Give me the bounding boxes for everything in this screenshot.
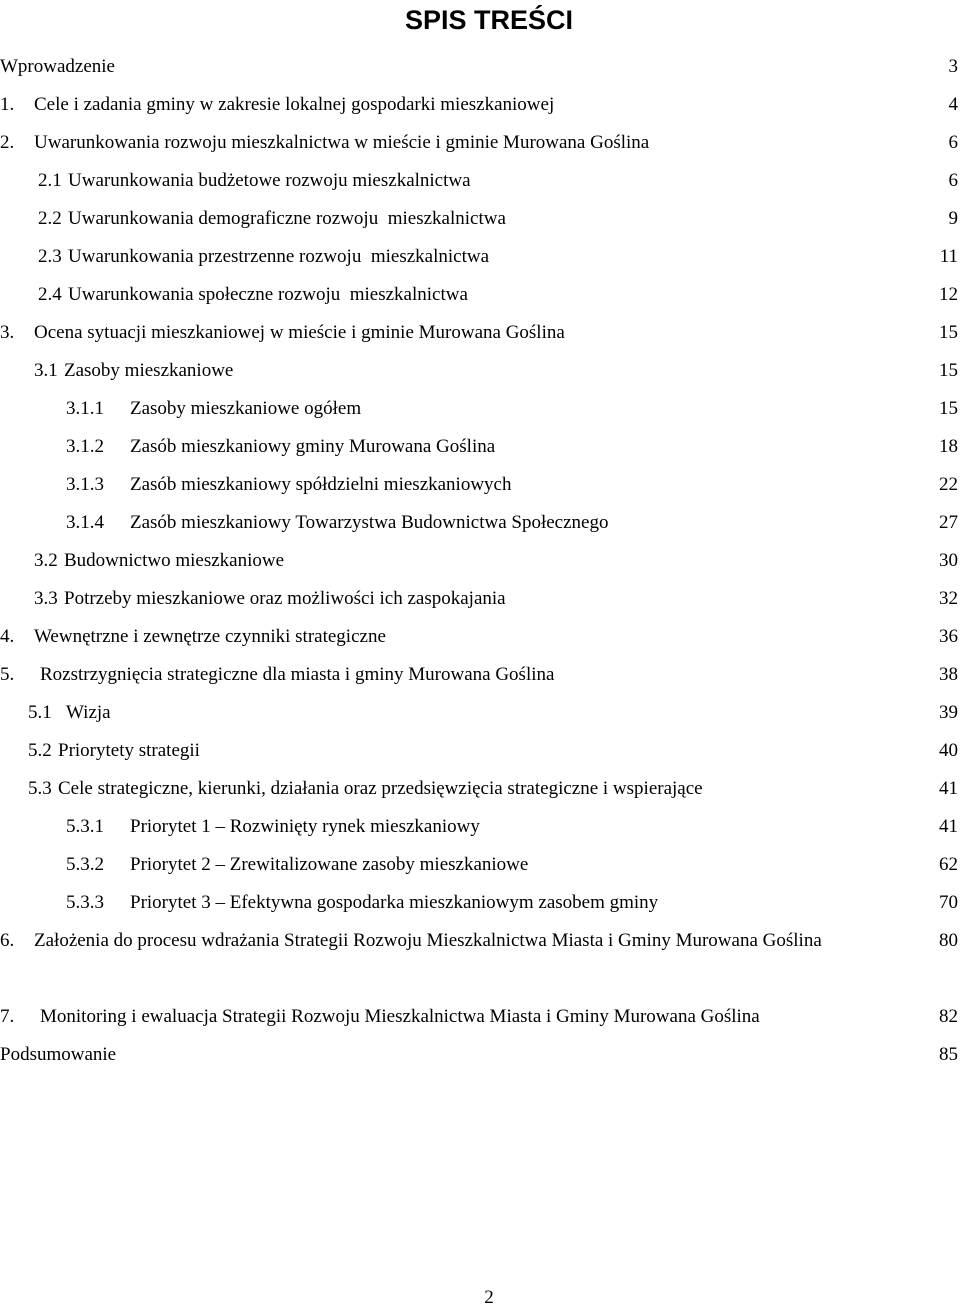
toc-entry[interactable] (0, 846, 960, 884)
toc-entry-number: 5.2 (28, 740, 52, 761)
toc-entry[interactable] (0, 884, 960, 922)
toc-entry[interactable] (0, 48, 960, 86)
toc-entry-title: Rozstrzygnięcia strategiczne dla miasta i gminy Murowana Goślina (40, 664, 555, 685)
toc-entry-page: 15 (939, 360, 958, 381)
toc-entry[interactable] (0, 314, 960, 352)
toc-entry-number: 3.2 (34, 550, 58, 571)
toc-entry-title: Ocena sytuacji mieszkaniowej w mieście i gminie Murowana Goślina (34, 322, 565, 343)
toc-entry-title: Zasoby mieszkaniowe (64, 360, 234, 381)
toc-entry-page: 12 (939, 284, 958, 305)
toc-entry-title: Potrzeby mieszkaniowe oraz możliwości ich zaspokajania (64, 588, 506, 609)
toc-entry-number: 3.1.1 (66, 398, 104, 419)
table-of-contents (0, 48, 960, 1074)
toc-entry-title: Priorytet 3 – Efektywna gospodarka mieszkaniowym zasobem gminy (130, 892, 659, 913)
toc-entry-title: Wizja (66, 702, 111, 723)
toc-entry-title: Priorytet 2 – Zrewitalizowane zasoby mieszkaniowe (130, 854, 529, 875)
toc-entry[interactable] (0, 618, 960, 656)
toc-entry-title: Podsumowanie (0, 1044, 117, 1065)
toc-entry-title: Budownictwo mieszkaniowe (64, 550, 285, 571)
toc-entry-page: 15 (939, 398, 958, 419)
toc-entry-page: 39 (939, 702, 958, 723)
toc-entry-number: 1. (0, 94, 15, 115)
toc-entry-page: 27 (939, 512, 958, 533)
toc-entry-page: 82 (939, 1006, 958, 1027)
toc-entry-title: Uwarunkowania rozwoju mieszkalnictwa w mieście i gminie Murowana Goślina (34, 132, 650, 153)
toc-entry-number: 2.2 (38, 208, 62, 229)
toc-entry-number: 2.3 (38, 246, 62, 267)
toc-entry-number: 4. (0, 626, 15, 647)
toc-entry-page: 36 (939, 626, 958, 647)
toc-entry-page: 6 (948, 132, 958, 153)
toc-entry-title: Priorytet 1 – Rozwinięty rynek mieszkaniowy (130, 816, 480, 837)
toc-entry-title: Zasób mieszkaniowy Towarzystwa Budownictwa Społecznego (130, 512, 609, 533)
toc-entry-title: Zasób mieszkaniowy spółdzielni mieszkaniowych (130, 474, 512, 495)
toc-entry[interactable] (0, 200, 960, 238)
toc-entry-number: 2.1 (38, 170, 62, 191)
toc-entry-title: Założenia do procesu wdrażania Strategii Rozwoju Mieszkalnictwa Miasta i Gminy Murowana Goślina (34, 930, 822, 951)
toc-entry-number: 3.1 (34, 360, 58, 381)
toc-entry-page: 38 (939, 664, 958, 685)
toc-entry-number: 3.1.4 (66, 512, 104, 533)
toc-entry-page: 9 (948, 208, 958, 229)
toc-entry-number: 5.3.1 (66, 816, 104, 837)
toc-entry-page: 41 (939, 816, 958, 837)
toc-entry-page: 32 (939, 588, 958, 609)
toc-entry-title: Zasób mieszkaniowy gminy Murowana Goślina (130, 436, 496, 457)
toc-entry-number: 5.3 (28, 778, 52, 799)
toc-entry-title: Priorytety strategii (58, 740, 200, 761)
toc-entry-page: 22 (939, 474, 958, 495)
toc-entry[interactable] (0, 390, 960, 428)
toc-entry-page: 80 (939, 930, 958, 951)
toc-entry-title: Cele i zadania gminy w zakresie lokalnej gospodarki mieszkaniowej (34, 94, 555, 115)
toc-entry-title: Uwarunkowania społeczne rozwoju mieszkalnictwa (68, 284, 468, 305)
toc-entry[interactable] (0, 428, 960, 466)
toc-entry-title: Uwarunkowania budżetowe rozwoju mieszkalnictwa (68, 170, 471, 191)
toc-entry-number: 3.1.3 (66, 474, 104, 495)
toc-entry-number: 3. (0, 322, 15, 343)
toc-entry-number: 6. (0, 930, 15, 951)
toc-entry[interactable] (0, 580, 960, 618)
toc-entry[interactable] (0, 922, 960, 998)
toc-entry[interactable] (0, 998, 960, 1036)
toc-entry-page: 85 (939, 1044, 958, 1065)
toc-entry-title: Zasoby mieszkaniowe ogółem (130, 398, 362, 419)
toc-entry[interactable] (0, 694, 960, 732)
toc-entry-title: Wewnętrzne i zewnętrze czynniki strategiczne (34, 626, 386, 647)
toc-entry-page: 11 (939, 246, 958, 267)
toc-entry-page: 15 (939, 322, 958, 343)
page-number: 2 (484, 1287, 494, 1308)
toc-entry[interactable] (0, 656, 960, 694)
toc-entry-number: 3.1.2 (66, 436, 104, 457)
toc-entry-number: 5.3.2 (66, 854, 104, 875)
toc-entry[interactable] (0, 162, 960, 200)
toc-entry-number: 7. (0, 1006, 15, 1027)
toc-entry[interactable] (0, 124, 960, 162)
toc-entry-title: Wprowadzenie (0, 56, 115, 77)
page-title: SPIS TREŚCI (404, 5, 574, 35)
toc-entry[interactable] (0, 276, 960, 314)
toc-entry[interactable] (0, 86, 960, 124)
toc-entry-number: 5.1 (28, 702, 52, 723)
toc-entry[interactable] (0, 770, 960, 808)
toc-entry-page: 30 (939, 550, 958, 571)
toc-entry-page: 18 (939, 436, 958, 457)
toc-entry-page: 4 (948, 94, 958, 115)
toc-entry[interactable] (0, 1036, 960, 1074)
toc-entry-title: Cele strategiczne, kierunki, działania oraz przedsięwzięcia strategiczne i wspierające (58, 778, 703, 799)
toc-entry-page: 70 (939, 892, 958, 913)
toc-entry-number: 2. (0, 132, 15, 153)
toc-entry[interactable] (0, 542, 960, 580)
toc-entry[interactable] (0, 504, 960, 542)
toc-entry-page: 40 (939, 740, 958, 761)
toc-entry-page: 3 (948, 56, 958, 77)
toc-entry[interactable] (0, 238, 960, 276)
toc-entry[interactable] (0, 732, 960, 770)
toc-entry[interactable] (0, 808, 960, 846)
toc-entry-number: 5. (0, 664, 15, 685)
toc-entry-title: Uwarunkowania demograficzne rozwoju mieszkalnictwa (68, 208, 506, 229)
toc-entry-page: 6 (948, 170, 958, 191)
toc-entry-number: 2.4 (38, 284, 62, 305)
toc-entry[interactable] (0, 466, 960, 504)
toc-entry-number: 5.3.3 (66, 892, 104, 913)
toc-entry-page: 62 (939, 854, 958, 875)
toc-entry-title: Monitoring i ewaluacja Strategii Rozwoju Mieszkalnictwa Miasta i Gminy Murowana Goślina (40, 1006, 760, 1027)
toc-entry-title: Uwarunkowania przestrzenne rozwoju mieszkalnictwa (68, 246, 489, 267)
toc-entry[interactable] (0, 352, 960, 390)
toc-entry-page: 41 (939, 778, 958, 799)
toc-entry-number: 3.3 (34, 588, 58, 609)
